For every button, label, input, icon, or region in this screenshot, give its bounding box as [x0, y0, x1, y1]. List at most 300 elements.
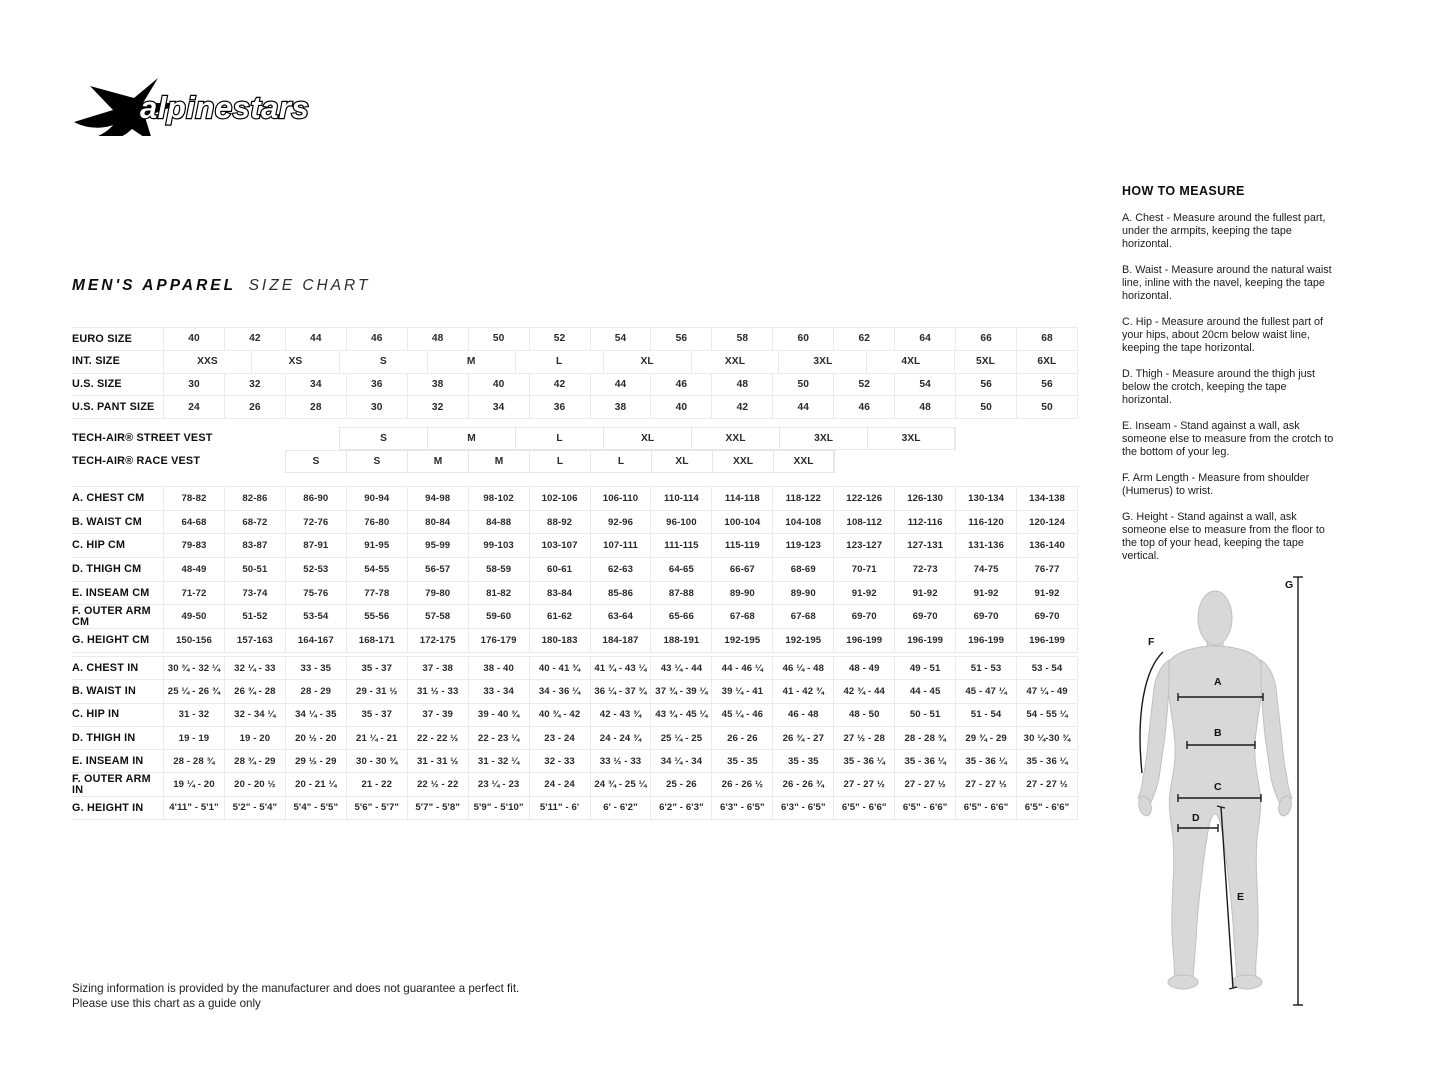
tick: [1229, 987, 1237, 989]
row-cells: [163, 582, 1078, 605]
table-cell: 5'7" - 5'8": [407, 797, 468, 819]
table-cell: 61-62: [529, 605, 590, 628]
table-cell: 43 ¼ - 44: [650, 657, 711, 679]
figure-label-hip: C: [1214, 781, 1222, 793]
table-cell: 184-187: [590, 629, 651, 652]
row-label: D. THIGH CM: [72, 563, 142, 575]
table-cell: 32 - 33: [529, 750, 590, 772]
tech-air-vest-group: [72, 427, 1078, 473]
measurements-in-group: [72, 656, 1078, 820]
table-cell: [251, 427, 339, 450]
table-cell: 196-199: [894, 629, 955, 652]
table-cell: 48 - 50: [833, 704, 894, 726]
table-cell: 21 ¼ - 21: [346, 727, 407, 749]
table-cell: M: [427, 351, 515, 373]
table-cell: 32: [224, 374, 285, 396]
table-cell: 21 - 22: [346, 773, 407, 795]
table-cell: 88-92: [529, 511, 590, 534]
table-row: [72, 656, 1078, 680]
table-row: [72, 351, 1078, 374]
table-cell: 164-167: [285, 629, 346, 652]
table-cell: 196-199: [1016, 629, 1077, 652]
row-cells: [163, 680, 1078, 702]
table-cell: XXL: [773, 450, 834, 473]
table-cell: 76-77: [1016, 558, 1077, 581]
table-cell: 36: [529, 396, 590, 418]
table-cell: 23 ¼ - 23: [468, 773, 529, 795]
table-cell: 56: [650, 328, 711, 350]
table-cell: 48: [711, 374, 772, 396]
table-row: [72, 511, 1078, 535]
table-cell: 25 ¼ - 25: [650, 727, 711, 749]
table-cell: 68-72: [224, 511, 285, 534]
table-cell: 30 - 30 ¾: [346, 750, 407, 772]
table-cell: 69-70: [894, 605, 955, 628]
table-row: [72, 396, 1078, 419]
table-cell: 50: [1016, 396, 1077, 418]
row-label: F. OUTER ARM IN: [72, 772, 151, 796]
table-row: [72, 327, 1078, 351]
table-cell: 27 - 27 ½: [894, 773, 955, 795]
table-cell: 35 - 35: [711, 750, 772, 772]
table-cell: 6'2" - 6'3": [650, 797, 711, 819]
table-cell: 188-191: [650, 629, 711, 652]
table-cell: 58: [711, 328, 772, 350]
row-label: A. CHEST CM: [72, 491, 145, 504]
table-cell: 107-111: [590, 534, 651, 557]
table-cell: 52: [529, 328, 590, 350]
table-row: [72, 704, 1078, 727]
table-cell: 26 ¾ - 28: [224, 680, 285, 702]
table-cell: 40 ¾ - 42: [529, 704, 590, 726]
table-cell: 24 - 24: [529, 773, 590, 795]
table-cell: 27 - 27 ½: [833, 773, 894, 795]
table-cell: 26 - 26: [711, 727, 772, 749]
table-cell: 35 - 35: [772, 750, 833, 772]
table-cell: 42: [224, 328, 285, 350]
table-row: [72, 450, 1078, 473]
figure-label-inseam: E: [1237, 891, 1245, 903]
table-cell: 98-102: [468, 487, 529, 510]
table-cell: 24 - 24 ¾: [590, 727, 651, 749]
table-cell: 114-118: [711, 487, 772, 510]
table-cell: 32: [407, 396, 468, 418]
row-label: B. WAIST IN: [72, 685, 136, 698]
title-sub: SIZE CHART: [248, 277, 371, 294]
table-cell: 20 - 21 ¼: [285, 773, 346, 795]
table-cell: [1017, 450, 1078, 473]
table-cell: 33 - 35: [285, 657, 346, 679]
table-cell: 87-91: [285, 534, 346, 557]
table-cell: 54 - 55 ¼: [1016, 704, 1077, 726]
table-cell: 55-56: [346, 605, 407, 628]
measure-instruction: A. Chest - Measure around the fullest part, under the armpits, keeping the tape horizontal.: [1122, 212, 1326, 250]
table-cell: 53-54: [285, 605, 346, 628]
table-cell: 50-51: [224, 558, 285, 581]
table-cell: 75-76: [285, 582, 346, 605]
row-cells: [163, 605, 1078, 628]
row-label: TECH-AIR® RACE VEST: [72, 455, 201, 468]
table-cell: 62: [833, 328, 894, 350]
table-cell: 20 ½ - 20: [285, 727, 346, 749]
table-cell: 100-104: [711, 511, 772, 534]
table-cell: 62-63: [590, 558, 651, 581]
row-label: U.S. SIZE: [72, 378, 122, 391]
table-cell: XL: [603, 427, 691, 450]
table-cell: 6'5" - 6'6": [1016, 797, 1077, 819]
table-cell: 67-68: [711, 605, 772, 628]
table-cell: 96-100: [650, 511, 711, 534]
table-cell: 85-86: [590, 582, 651, 605]
table-cell: 42 - 43 ¾: [590, 704, 651, 726]
table-cell: 6'5" - 6'6": [833, 797, 894, 819]
table-cell: 27 - 27 ½: [1016, 773, 1077, 795]
table-cell: 6'5" - 6'6": [894, 797, 955, 819]
table-cell: 57-58: [407, 605, 468, 628]
row-label: C. HIP IN: [72, 708, 120, 721]
table-cell: 78-82: [163, 487, 224, 510]
table-cell: M: [468, 450, 529, 473]
table-cell: 24 ¾ - 25 ¼: [590, 773, 651, 795]
table-cell: 5'6" - 5'7": [346, 797, 407, 819]
table-row: [72, 534, 1078, 558]
left-foot: [1168, 975, 1198, 989]
table-cell: 42 ¾ - 44: [833, 680, 894, 702]
table-cell: 65-66: [650, 605, 711, 628]
table-cell: [955, 427, 1016, 450]
table-cell: 54: [590, 328, 651, 350]
table-cell: 41 ¾ - 43 ¼: [590, 657, 651, 679]
table-cell: XL: [603, 351, 691, 373]
table-cell: 40 - 41 ¾: [529, 657, 590, 679]
table-cell: 72-73: [894, 558, 955, 581]
figure-label-waist: B: [1214, 727, 1222, 739]
table-cell: 4'11" - 5'1": [163, 797, 224, 819]
table-cell: 131-136: [955, 534, 1016, 557]
alpinestars-logo: [70, 74, 325, 136]
table-cell: 94-98: [407, 487, 468, 510]
table-row: [72, 629, 1078, 653]
table-row: [72, 486, 1078, 511]
table-cell: XXL: [691, 351, 779, 373]
table-cell: 115-119: [711, 534, 772, 557]
table-cell: 64: [894, 328, 955, 350]
table-cell: 30 ¼-30 ¾: [1016, 727, 1077, 749]
table-cell: 87-88: [650, 582, 711, 605]
row-cells: [163, 558, 1078, 581]
figure-label-arm: F: [1148, 636, 1155, 648]
table-cell: 69-70: [1016, 605, 1077, 628]
table-cell: 6' - 6'2": [590, 797, 651, 819]
table-cell: 28 - 29: [285, 680, 346, 702]
table-cell: 102-106: [529, 487, 590, 510]
table-cell: 127-131: [894, 534, 955, 557]
measurement-figure: [1128, 566, 1333, 1016]
table-cell: 33 - 34: [468, 680, 529, 702]
table-cell: 49-50: [163, 605, 224, 628]
table-cell: 45 ¼ - 46: [711, 704, 772, 726]
table-cell: 48 - 49: [833, 657, 894, 679]
table-row: [72, 773, 1078, 796]
table-cell: 67-68: [772, 605, 833, 628]
table-cell: 5'4" - 5'5": [285, 797, 346, 819]
table-cell: 192-195: [711, 629, 772, 652]
torso-and-legs: [1167, 646, 1264, 979]
how-to-measure-heading: HOW TO MEASURE: [1122, 184, 1245, 198]
table-cell: 27 - 27 ½: [955, 773, 1016, 795]
measure-instruction: D. Thigh - Measure around the thigh just below the crotch, keeping the tape horizontal.: [1122, 368, 1316, 406]
table-cell: 172-175: [407, 629, 468, 652]
table-cell: 80-84: [407, 511, 468, 534]
table-cell: 46: [650, 374, 711, 396]
table-cell: [224, 450, 285, 473]
table-cell: 35 - 36 ¼: [1016, 750, 1077, 772]
table-cell: 42: [529, 374, 590, 396]
table-cell: 5'11" - 6': [529, 797, 590, 819]
table-cell: [834, 450, 895, 473]
table-cell: 119-123: [772, 534, 833, 557]
table-cell: 44 - 46 ¼: [711, 657, 772, 679]
row-cells: [163, 727, 1078, 749]
table-cell: 25 ¼ - 26 ¾: [163, 680, 224, 702]
table-cell: 48-49: [163, 558, 224, 581]
table-cell: 43 ¾ - 45 ¼: [650, 704, 711, 726]
table-cell: 44: [285, 328, 346, 350]
table-cell: 64-65: [650, 558, 711, 581]
table-cell: 74-75: [955, 558, 1016, 581]
table-cell: 19 ¼ - 20: [163, 773, 224, 795]
table-cell: 31 - 32: [163, 704, 224, 726]
table-cell: 110-114: [650, 487, 711, 510]
table-cell: 50 - 51: [894, 704, 955, 726]
table-cell: 58-59: [468, 558, 529, 581]
table-cell: 6'3" - 6'5": [711, 797, 772, 819]
table-cell: 69-70: [955, 605, 1016, 628]
figure-label-chest: A: [1214, 676, 1222, 688]
table-cell: 37 - 39: [407, 704, 468, 726]
table-cell: [956, 450, 1017, 473]
right-arm: [1261, 660, 1292, 804]
table-cell: 56-57: [407, 558, 468, 581]
table-cell: 36: [346, 374, 407, 396]
table-cell: [895, 450, 956, 473]
table-cell: 111-115: [650, 534, 711, 557]
row-cells: [163, 657, 1078, 679]
table-cell: L: [529, 450, 590, 473]
table-cell: 4XL: [866, 351, 954, 373]
table-cell: 28 - 28 ¾: [894, 727, 955, 749]
how-to-measure-panel: [1122, 184, 1334, 576]
table-cell: 79-80: [407, 582, 468, 605]
table-cell: 77-78: [346, 582, 407, 605]
table-cell: 46: [833, 396, 894, 418]
table-cell: 29 ¾ - 29: [955, 727, 1016, 749]
table-cell: 53 - 54: [1016, 657, 1077, 679]
table-cell: 70-71: [833, 558, 894, 581]
table-row: [72, 727, 1078, 750]
table-cell: 104-108: [772, 511, 833, 534]
table-cell: 83-84: [529, 582, 590, 605]
table-cell: 33 ½ - 33: [590, 750, 651, 772]
row-cells: [163, 773, 1078, 795]
table-cell: L: [515, 351, 603, 373]
table-cell: 30: [346, 396, 407, 418]
table-cell: L: [590, 450, 651, 473]
table-cell: 26 - 26 ¾: [772, 773, 833, 795]
table-cell: 3XL: [867, 427, 955, 450]
table-cell: 112-116: [894, 511, 955, 534]
table-cell: 40: [468, 374, 529, 396]
table-row: [72, 558, 1078, 582]
table-cell: 95-99: [407, 534, 468, 557]
how-to-measure-list: [1122, 212, 1334, 563]
table-cell: 91-95: [346, 534, 407, 557]
table-cell: 196-199: [955, 629, 1016, 652]
table-cell: 31 - 31 ½: [407, 750, 468, 772]
table-cell: 52: [833, 374, 894, 396]
table-row: [72, 605, 1078, 629]
table-cell: 89-90: [772, 582, 833, 605]
table-cell: 68-69: [772, 558, 833, 581]
table-cell: 90-94: [346, 487, 407, 510]
table-cell: 86-90: [285, 487, 346, 510]
table-cell: 150-156: [163, 629, 224, 652]
row-cells: [163, 427, 1078, 450]
table-cell: 28 - 28 ¾: [163, 750, 224, 772]
table-cell: 103-107: [529, 534, 590, 557]
row-label: B. WAIST CM: [72, 515, 142, 528]
table-cell: 91-92: [833, 582, 894, 605]
table-cell: 51-52: [224, 605, 285, 628]
row-cells: [163, 374, 1078, 396]
row-label: A. CHEST IN: [72, 661, 139, 674]
row-cells: [163, 487, 1078, 510]
table-cell: 54: [894, 374, 955, 396]
table-cell: 41 - 42 ¾: [772, 680, 833, 702]
table-cell: 29 - 31 ½: [346, 680, 407, 702]
table-cell: 69-70: [833, 605, 894, 628]
table-cell: 30 ¾ - 32 ¼: [163, 657, 224, 679]
row-cells: [163, 704, 1078, 726]
table-cell: 6'5" - 6'6": [955, 797, 1016, 819]
table-row: [72, 374, 1078, 397]
table-cell: 30: [163, 374, 224, 396]
table-cell: 134-138: [1016, 487, 1077, 510]
row-cells: [163, 629, 1078, 652]
table-cell: 50: [468, 328, 529, 350]
row-label: E. INSEAM IN: [72, 754, 144, 767]
table-cell: XXL: [712, 450, 773, 473]
table-cell: 5'2" - 5'4": [224, 797, 285, 819]
disclaimer: [72, 982, 519, 1011]
table-cell: 54-55: [346, 558, 407, 581]
table-cell: 73-74: [224, 582, 285, 605]
table-cell: 60-61: [529, 558, 590, 581]
table-cell: S: [339, 351, 427, 373]
table-cell: 50: [772, 374, 833, 396]
table-cell: 118-122: [772, 487, 833, 510]
table-cell: 27 ½ - 28: [833, 727, 894, 749]
table-cell: 91-92: [955, 582, 1016, 605]
table-cell: 66-67: [711, 558, 772, 581]
table-cell: 89-90: [711, 582, 772, 605]
table-cell: 6XL: [1016, 351, 1077, 373]
row-label: U.S. PANT SIZE: [72, 400, 155, 413]
row-cells: [163, 396, 1078, 418]
row-label: D. THIGH IN: [72, 731, 136, 744]
table-cell: 157-163: [224, 629, 285, 652]
table-cell: 63-64: [590, 605, 651, 628]
table-cell: 40: [163, 328, 224, 350]
table-cell: 25 - 26: [650, 773, 711, 795]
measurements-cm-group: [72, 486, 1078, 653]
table-cell: 51 - 54: [955, 704, 1016, 726]
row-cells: [163, 351, 1078, 373]
table-cell: 84-88: [468, 511, 529, 534]
table-cell: 72-76: [285, 511, 346, 534]
table-cell: 36 ¼ - 37 ¾: [590, 680, 651, 702]
table-cell: 68: [1016, 328, 1077, 350]
table-cell: 136-140: [1016, 534, 1077, 557]
table-cell: 130-134: [955, 487, 1016, 510]
table-cell: S: [285, 450, 346, 473]
left-arm: [1138, 660, 1169, 804]
table-cell: 91-92: [1016, 582, 1077, 605]
table-cell: 32 ¼ - 33: [224, 657, 285, 679]
table-cell: 126-130: [894, 487, 955, 510]
table-cell: 42: [711, 396, 772, 418]
table-cell: 35 - 36 ¼: [894, 750, 955, 772]
table-cell: 29 ½ - 29: [285, 750, 346, 772]
table-cell: XXL: [691, 427, 779, 450]
table-cell: 79-83: [163, 534, 224, 557]
table-cell: 50: [955, 396, 1016, 418]
table-cell: 46 - 48: [772, 704, 833, 726]
row-cells: [163, 511, 1078, 534]
table-cell: 19 - 19: [163, 727, 224, 749]
table-cell: 6'3" - 6'5": [772, 797, 833, 819]
table-cell: 99-103: [468, 534, 529, 557]
table-cell: 19 - 20: [224, 727, 285, 749]
table-cell: 5XL: [954, 351, 1015, 373]
row-cells: [163, 534, 1078, 557]
table-cell: 56: [1016, 374, 1077, 396]
disclaimer-line-2: Please use this chart as a guide only: [72, 996, 261, 1010]
table-row: [72, 427, 1078, 450]
table-cell: 176-179: [468, 629, 529, 652]
table-cell: 34: [468, 396, 529, 418]
row-label: C. HIP CM: [72, 539, 126, 552]
title-main: MEN'S APPAREL: [72, 277, 237, 294]
table-cell: XS: [251, 351, 339, 373]
table-cell: 28: [285, 396, 346, 418]
table-cell: 35 - 37: [346, 657, 407, 679]
table-cell: 92-96: [590, 511, 651, 534]
table-cell: 47 ¼ - 49: [1016, 680, 1077, 702]
size-rows-group: [72, 327, 1078, 419]
table-cell: 37 - 38: [407, 657, 468, 679]
table-cell: 51 - 53: [955, 657, 1016, 679]
row-label: E. INSEAM CM: [72, 586, 150, 599]
table-cell: 22 ½ - 22: [407, 773, 468, 795]
table-cell: 44: [772, 396, 833, 418]
table-cell: 31 ½ - 33: [407, 680, 468, 702]
table-cell: 38 - 40: [468, 657, 529, 679]
row-label: G. HEIGHT CM: [72, 634, 150, 647]
table-cell: 35 - 36 ¼: [833, 750, 894, 772]
table-cell: 31 - 32 ¼: [468, 750, 529, 772]
row-label: EURO SIZE: [72, 332, 132, 345]
